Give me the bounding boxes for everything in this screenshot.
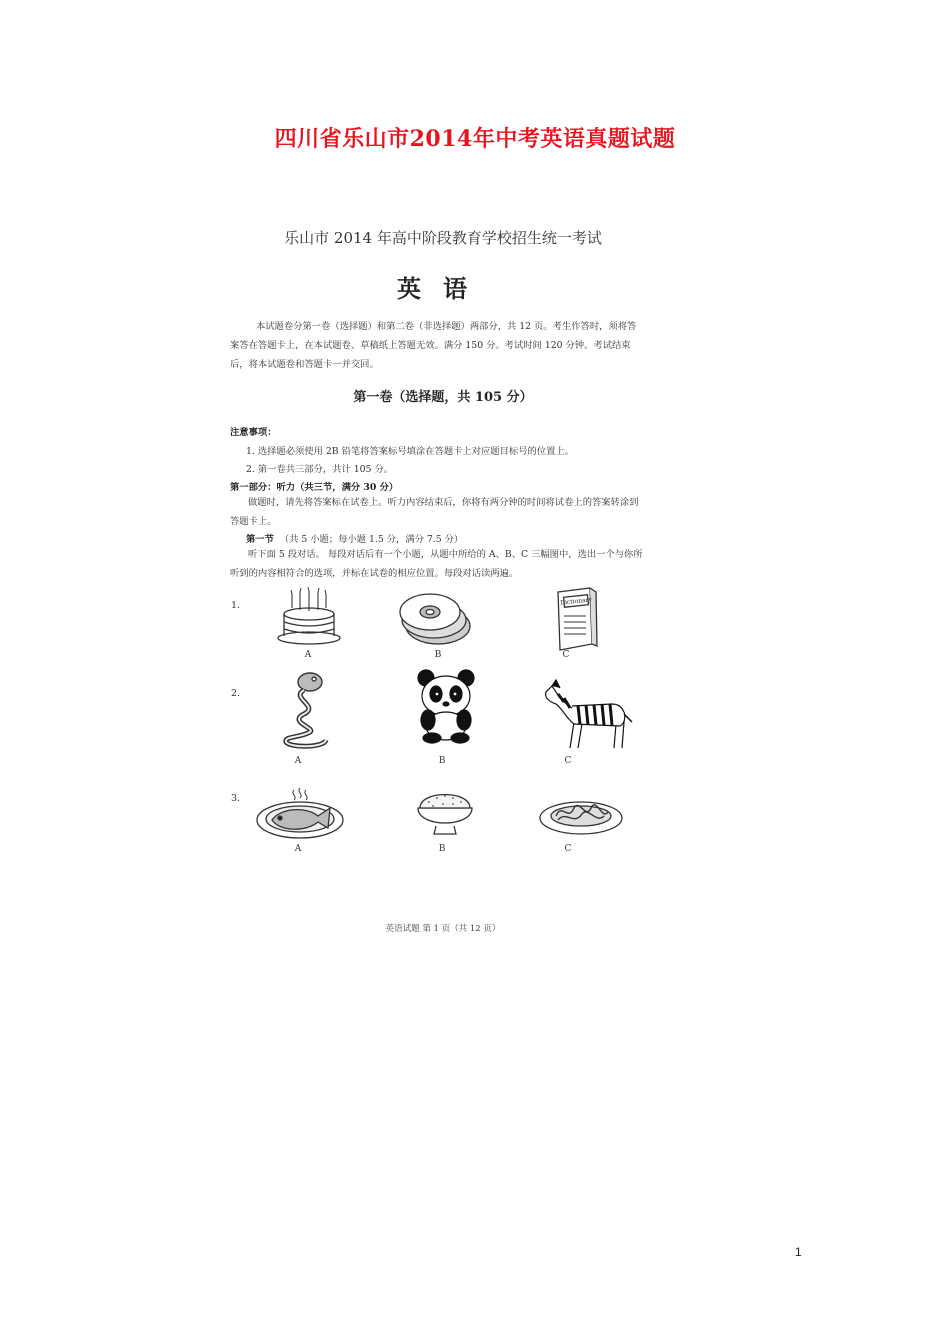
dictionary-label: Dictionary [559,596,593,607]
page-footer: 英语试题 第 1 页（共 12 页） [385,924,501,934]
option-label: C [564,756,572,766]
panda-icon [414,668,478,744]
exam-organization: 乐山市 2014 年高中阶段教育学校招生统一考试 [284,229,602,247]
question-number: 1. [231,600,241,611]
section1-desc: （共 5 小题；每小题 1.5 分，满分 7.5 分） [279,534,464,545]
section1-instruction: 听下面 5 段对话。 每段对话后有一个小题，从题中所给的 A、B、C 三幅图中，选出一个与你所听到的内容相符合的选项，并标在试卷的相应位置。每段对话读两遍。 [230,549,643,579]
page-number: 1 [795,1245,802,1259]
question-number: 3. [231,793,241,804]
scanned-exam-page [228,222,658,942]
subject-title: 英语 [397,274,489,303]
option-label: A [294,756,302,766]
noodles-plate-icon [538,792,624,838]
option-label: C [562,650,570,660]
option-label: A [294,844,302,854]
cd-discs-icon [398,590,472,648]
question-number: 2. [231,688,241,699]
section1-label: 第一节 [246,534,274,545]
dictionary-book-icon [552,584,598,652]
rice-bowl-icon [414,784,476,838]
birthday-cake-icon [276,586,342,648]
part1-heading: 第一部分：听力（共三节，满分 30 分） [230,482,399,493]
part1-instruction: 做题时，请先将答案标在试卷上。听力内容结束后，你将有两分钟的时间将试卷上的答案转涂到答题卡上。 [230,497,639,527]
option-label: B [434,650,442,660]
notes-heading: 注意事项： [230,427,277,438]
document-title: 四川省乐山市2014年中考英语真题试题 [274,126,676,152]
zebra-icon [542,678,634,752]
fish-plate-icon [254,782,344,840]
option-label: B [438,844,446,854]
intro-paragraph: 本试题卷分第一卷（选择题）和第二卷（非选择题）两部分，共 12 页。考生作答时，须将答案答在答题卡上，在本试题卷、草稿纸上答题无效。满分 150 分。考试时间 120 分钟。考试结束后，将本试题卷和答题卡一并交回。 [230,321,637,370]
snake-icon [280,670,332,750]
section1-line [246,531,463,545]
note-item: 1. 选择题必须使用 2B 铅笔将答案标号填涂在答题卡上对应题目标号的位置上。 [246,446,574,457]
option-label: B [438,756,446,766]
note-item: 2. 第一卷共三部分，共计 105 分。 [246,464,394,475]
option-label: C [564,844,572,854]
option-label: A [304,650,312,660]
volume-title: 第一卷（选择题，共 105 分） [353,390,533,405]
